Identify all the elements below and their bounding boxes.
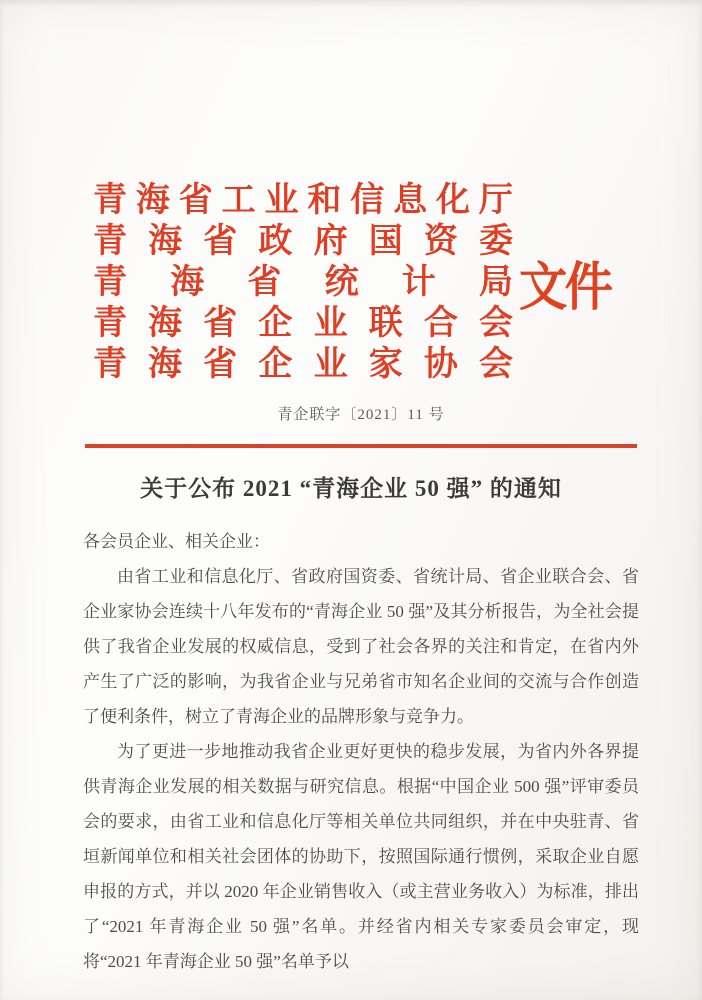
letterhead xyxy=(93,180,642,385)
issuer-list xyxy=(93,180,513,385)
doc-type-label: 文件 xyxy=(519,260,611,317)
paragraph-2: 为了更进一步地推动我省企业更好更快的稳步发展，为省内外各界提供青海企业发展的相关数据与研究信息。根据“中国企业 500 强”评审委员会的要求，由省工业和信息化厅等相关单位共同组织，并在中央驻青、省垣新闻单位和相关社会团体的协助下，按照国际通行惯例，采取企业自愿申报的方式，并以 2020 年企业销售收入（或主营业务收入）为标准，排出了“2021 年青海企业 50 强”名单。并经省内相关专家委员会审定，现将“2021 年青海企业 50 强”名单予以 xyxy=(83,742,639,971)
document-title: 关于公布 2021 “青海企业 50 强” 的通知 xyxy=(140,476,562,501)
doc-number: 青企联字〔2021〕11 号 xyxy=(277,407,445,423)
salutation: 各会员企业、相关企业： xyxy=(83,532,270,551)
document-body xyxy=(83,524,639,979)
issuer-line-3: 青 海 省 统 计 局 xyxy=(93,264,513,301)
issuer-line-2: 青 海 省 政 府 国 资 委 xyxy=(93,223,513,260)
issuer-line-5: 青 海 省 企 业 家 协 会 xyxy=(93,346,513,383)
paragraph-1: 由省工业和信息化厅、省政府国资委、省统计局、省企业联合会、省企业家协会连续十八年发布的“青海企业 50 强”及其分析报告，为全社会提供了我省企业发展的权威信息，受到了社会各界的关注和肯定，在省内外产生了广泛的影响，为我省企业与兄弟省市知名企业间的交流与合作创造了便利条件，树立了青海企业的品牌形象与竞争力。 xyxy=(83,567,639,726)
red-divider-line xyxy=(85,444,637,448)
issuer-line-4: 青 海 省 企 业 联 合 会 xyxy=(93,305,513,342)
issuer-line-1: 青 海 省 工 业 和 信 息 化 厅 xyxy=(93,182,513,219)
